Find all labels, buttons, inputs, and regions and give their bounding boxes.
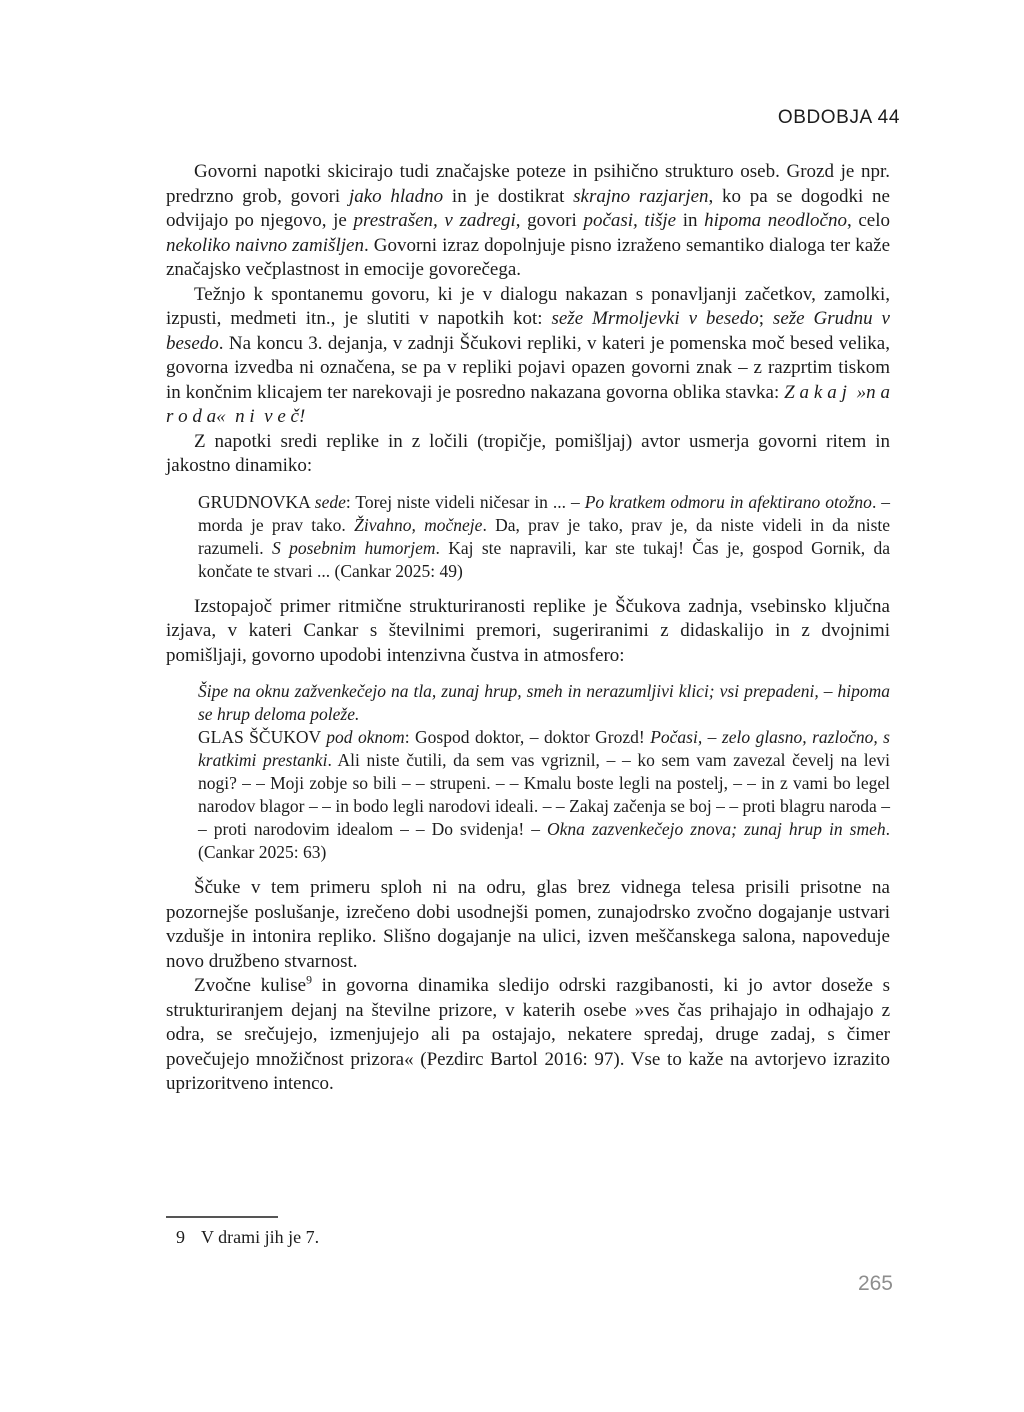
paragraph-speech-characterization: Govorni napotki skicirajo tudi značajske poteze in psihično strukturo oseb. Grozd je npr. predrzno grob, govori jako hladno in je dostikrat skrajno razjarjen, ko pa se dogodki ne odvijajo po njegovo, je prestrašen, v zadregi, govori počasi, tišje in hipoma neodločno, celo nekoliko naivno zamišljen. Govorni izraz dopolnjuje pisno izraženo semantiko dialoga ter kaže značajsko večplastnost in emocije govorečega.: [166, 161, 891, 280]
paragraph-scuka-voice: Ščuke v tem primeru sploh ni na odru, glas brez vidnega telesa prisili prisotne na pozornejše poslušanje, izrečeno dobi usodnejši pomen, zunajodrsko zvočno dogajanje ustvari vzdušje in intonira repliko. Slišno dogajanje na ulici, izven meščanskega salona, napoveduje novo družbeno stvarnost.: [166, 877, 890, 972]
footnote-number: 9: [176, 1227, 185, 1247]
page-number: 265: [857, 1272, 893, 1295]
footnote: [166, 1216, 890, 1248]
quote-grudnovka: GRUDNOVKA sede: Torej niste videli ničesar in ... – Po kratkem odmoru in afektirano otožno. – morda je prav tako. Živahno, močneje. Da, prav je tako, prav je, da niste videli in da niste razumeli. S posebnim humorjem. Kaj ste napravili, kar ste tukaj! Čas je, gospod Gornik, da končate te stvari ... (Cankar 2025: 49): [198, 491, 891, 581]
paragraph-sound-scenery: Zvočne kulise$^9$ in govorna dinamika sledijo odrski razgibanosti, ki jo avtor doseže s strukturiranjem dejanj na številne prizore, v katerih osebe »ves čas prihajajo in odhajajo z odra, se srečujejo, izmenjujejo ali pa ostajajo, nekatere spredaj, druge zadaj, s čimer povečujejo množičnost prizora« (Pezdirc Bartol 2016: 97). Vse to kaže na avtorjevo izrazito uprizoritveno intenco.: [166, 973, 890, 1094]
running-header: OBDOBJA 44: [777, 107, 900, 128]
footnote-line: [166, 1227, 890, 1248]
footnote-separator: [166, 1216, 278, 1218]
footnote-text: V drami jih je 7.: [201, 1227, 320, 1247]
paragraph-spontaneous-speech: Težnjo k spontanemu govoru, ki je v dialogu nakazan s ponavljanji začetkov, zamolki, izpusti, medmeti itn., je slutiti v napotkih kot: seže Mrmoljevki v besedo; seže Grudnu v besedo. Na koncu 3. dejanja, v zadnji Ščukovi repliki, v kateri je pomenska moč besed velika, govorna izvedba ni označena, se pa v repliki pojavi opazen govorni znak – z razprtim tiskom in končnim klicajem ter narekovaji je posredno nakazana govorna oblika stavka: Z a k a j »n a r o d a« n i v e č!: [166, 283, 890, 427]
quote-glas-scukov: GLAS ŠČUKOV pod oknom: Gospod doktor, – doktor Grozd! Počasi, – zelo glasno, razločno, s kratkimi prestanki. Ali niste čutili, da sem vas vgriznil, – – ko sem vam zavezal čevelj na levi nogi? – – Moji zobje so bili – – strupeni. – – Kmalu boste legli na postelj, – – in z vami bo legel narodov blagor – – in bodo legli narodovi ideali. – – Zakaj začenja se boj – – proti blagru naroda – – proti narodovim idealom – – Do svidenja! – Okna zazvenkečejo znova; zunaj hrup in smeh. (Cankar 2025: 63): [198, 727, 890, 862]
paragraph-rhythm-intro: Izstopajoč primer ritmične strukturiranosti replike je Ščukova zadnja, vsebinsko ključna izjava, v kateri Cankar s številnimi premori, sugeriranimi z didaskalijo in z dvojnimi pomišljaji, govorno upodobi intenzivna čustva in atmosfero:: [166, 595, 890, 666]
article-body: [166, 160, 890, 1097]
quote-stage-direction: Šipe na oknu zažvenkečejo na tla, zunaj hrup, smeh in nerazumljivi klici; vsi prepadeni, – hipoma se hrup deloma poleže.: [198, 681, 890, 724]
paragraph-punctuation-intro: Z napotki sredi replike in z ločili (tropičje, pomišljaj) avtor usmerja govorni ritem in jakostno dinamiko:: [166, 430, 890, 476]
